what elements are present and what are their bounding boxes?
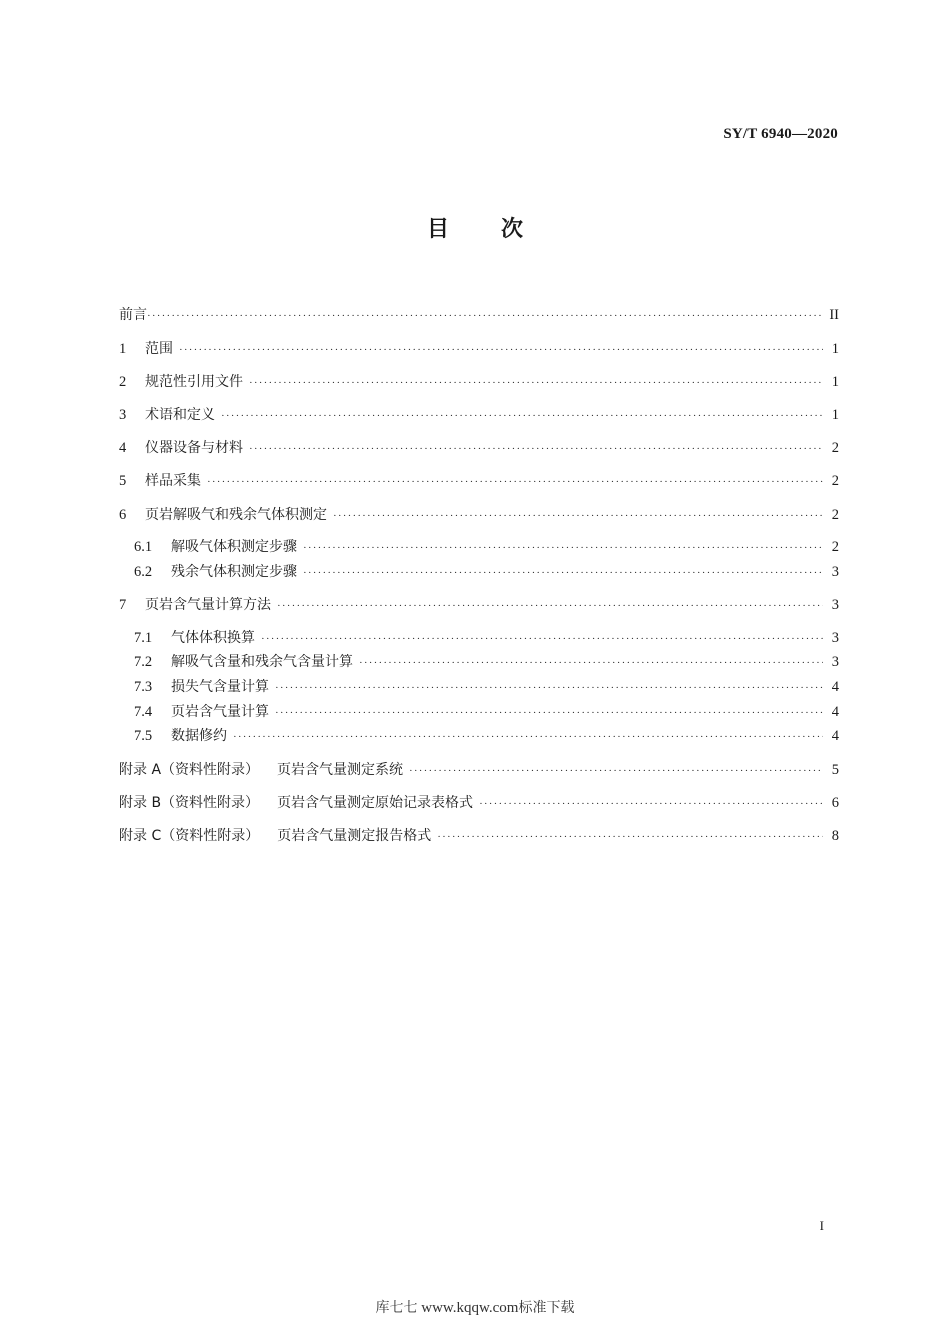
toc-appendix-b[interactable] (119, 792, 839, 812)
toc-page: 4 (831, 679, 839, 695)
toc-page: 1 (831, 341, 839, 357)
toc-entry[interactable] (119, 594, 839, 614)
toc-page: 2 (831, 539, 839, 555)
toc-subentry[interactable] (134, 676, 839, 696)
toc-label: 解吸气含量和残余气含量计算 (171, 654, 353, 670)
toc-label: 页岩含气量测定原始记录表格式 (277, 795, 474, 811)
toc-number: 6 (119, 507, 127, 523)
toc-label: 页岩含气量测定报告格式 (277, 828, 432, 844)
toc-number: 2 (119, 374, 127, 390)
leader-dots (249, 377, 823, 389)
toc-number: 1 (119, 341, 127, 357)
toc-label: 页岩含气量测定系统 (277, 762, 404, 778)
toc-number: 7.1 (134, 630, 153, 646)
toc-entry[interactable] (119, 470, 839, 490)
toc-number: 7 (119, 597, 127, 613)
leader-dots (333, 510, 823, 522)
leader-dots (249, 443, 823, 455)
leader-dots (221, 410, 823, 422)
toc-page: 3 (831, 564, 839, 580)
toc-label: 规范性引用文件 (145, 374, 243, 390)
toc-page: 1 (831, 374, 839, 390)
appendix-prefix: 附录 B（资料性附录） (119, 795, 260, 811)
toc-entry[interactable] (119, 504, 839, 524)
toc-page: 3 (831, 630, 839, 646)
toc-label: 损失气含量计算 (171, 679, 269, 695)
leader-dots (233, 731, 823, 743)
toc-entry[interactable] (119, 437, 839, 457)
toc-label: 术语和定义 (145, 407, 215, 423)
leader-dots (479, 798, 823, 810)
leader-dots (207, 476, 823, 488)
toc-entry-foreword[interactable] (119, 304, 839, 324)
appendix-prefix: 附录 C（资料性附录） (119, 828, 260, 844)
toc-number: 7.4 (134, 704, 153, 720)
toc-appendix-a[interactable] (119, 759, 839, 779)
toc-entry[interactable] (119, 371, 839, 391)
toc-page: 3 (831, 597, 839, 613)
standard-code: SY/T 6940—2020 (723, 126, 838, 142)
toc-subentry[interactable] (134, 627, 839, 647)
footer-url: www.kqqw.com (421, 1300, 519, 1316)
toc-number: 4 (119, 440, 127, 456)
leader-dots (147, 310, 823, 322)
title-char-1: 目 (426, 217, 449, 242)
title-char-2: 次 (501, 217, 524, 242)
toc-subentry[interactable] (134, 725, 839, 745)
toc-page: 4 (831, 704, 839, 720)
toc-label: 残余气体积测定步骤 (171, 564, 297, 580)
toc-label: 页岩含气量计算方法 (145, 597, 271, 613)
toc-page: 3 (831, 654, 839, 670)
toc-page: 6 (831, 795, 839, 811)
page-title (0, 212, 950, 243)
toc-number: 6.1 (134, 539, 153, 555)
toc-number: 7.3 (134, 679, 153, 695)
page-number: I (819, 1218, 824, 1233)
leader-dots (275, 682, 823, 694)
leader-dots (275, 707, 823, 719)
leader-dots (277, 600, 823, 612)
leader-dots (409, 765, 823, 777)
toc-page: 5 (831, 762, 839, 778)
toc-number: 7.2 (134, 654, 153, 670)
toc-page: 4 (831, 728, 839, 744)
toc-label: 仪器设备与材料 (145, 440, 243, 456)
leader-dots (437, 831, 823, 843)
toc-label: 气体体积换算 (171, 630, 255, 646)
leader-dots (303, 567, 823, 579)
toc-appendix-c[interactable] (119, 825, 839, 845)
toc-label: 页岩解吸气和残余气体积测定 (145, 507, 327, 523)
toc-page: 2 (831, 507, 839, 523)
toc-label: 前言 (119, 307, 147, 323)
leader-dots (179, 344, 823, 356)
leader-dots (303, 542, 823, 554)
toc-label: 页岩含气量计算 (171, 704, 269, 720)
toc-number: 6.2 (134, 564, 153, 580)
toc-label: 范围 (145, 341, 173, 357)
toc-page: II (829, 307, 839, 323)
toc-subentry[interactable] (134, 651, 839, 671)
toc-number: 7.5 (134, 728, 153, 744)
toc-subentry[interactable] (134, 536, 839, 556)
footer-site-name: 库七七 (375, 1300, 418, 1316)
footer-tagline: 标准下载 (518, 1300, 575, 1316)
toc-page: 1 (831, 407, 839, 423)
footer-watermark (0, 1297, 950, 1317)
toc-label: 数据修约 (171, 728, 227, 744)
toc-label: 解吸气体积测定步骤 (171, 539, 297, 555)
toc-page: 8 (831, 828, 839, 844)
toc-label: 样品采集 (145, 473, 201, 489)
toc-page: 2 (831, 440, 839, 456)
toc-number: 5 (119, 473, 127, 489)
toc-entry[interactable] (119, 338, 839, 358)
toc-page: 2 (831, 473, 839, 489)
appendix-prefix: 附录 A（资料性附录） (119, 762, 260, 778)
toc-subentry[interactable] (134, 561, 839, 581)
toc-entry[interactable] (119, 404, 839, 424)
leader-dots (261, 633, 823, 645)
leader-dots (359, 657, 823, 669)
toc-number: 3 (119, 407, 127, 423)
toc-subentry[interactable] (134, 701, 839, 721)
